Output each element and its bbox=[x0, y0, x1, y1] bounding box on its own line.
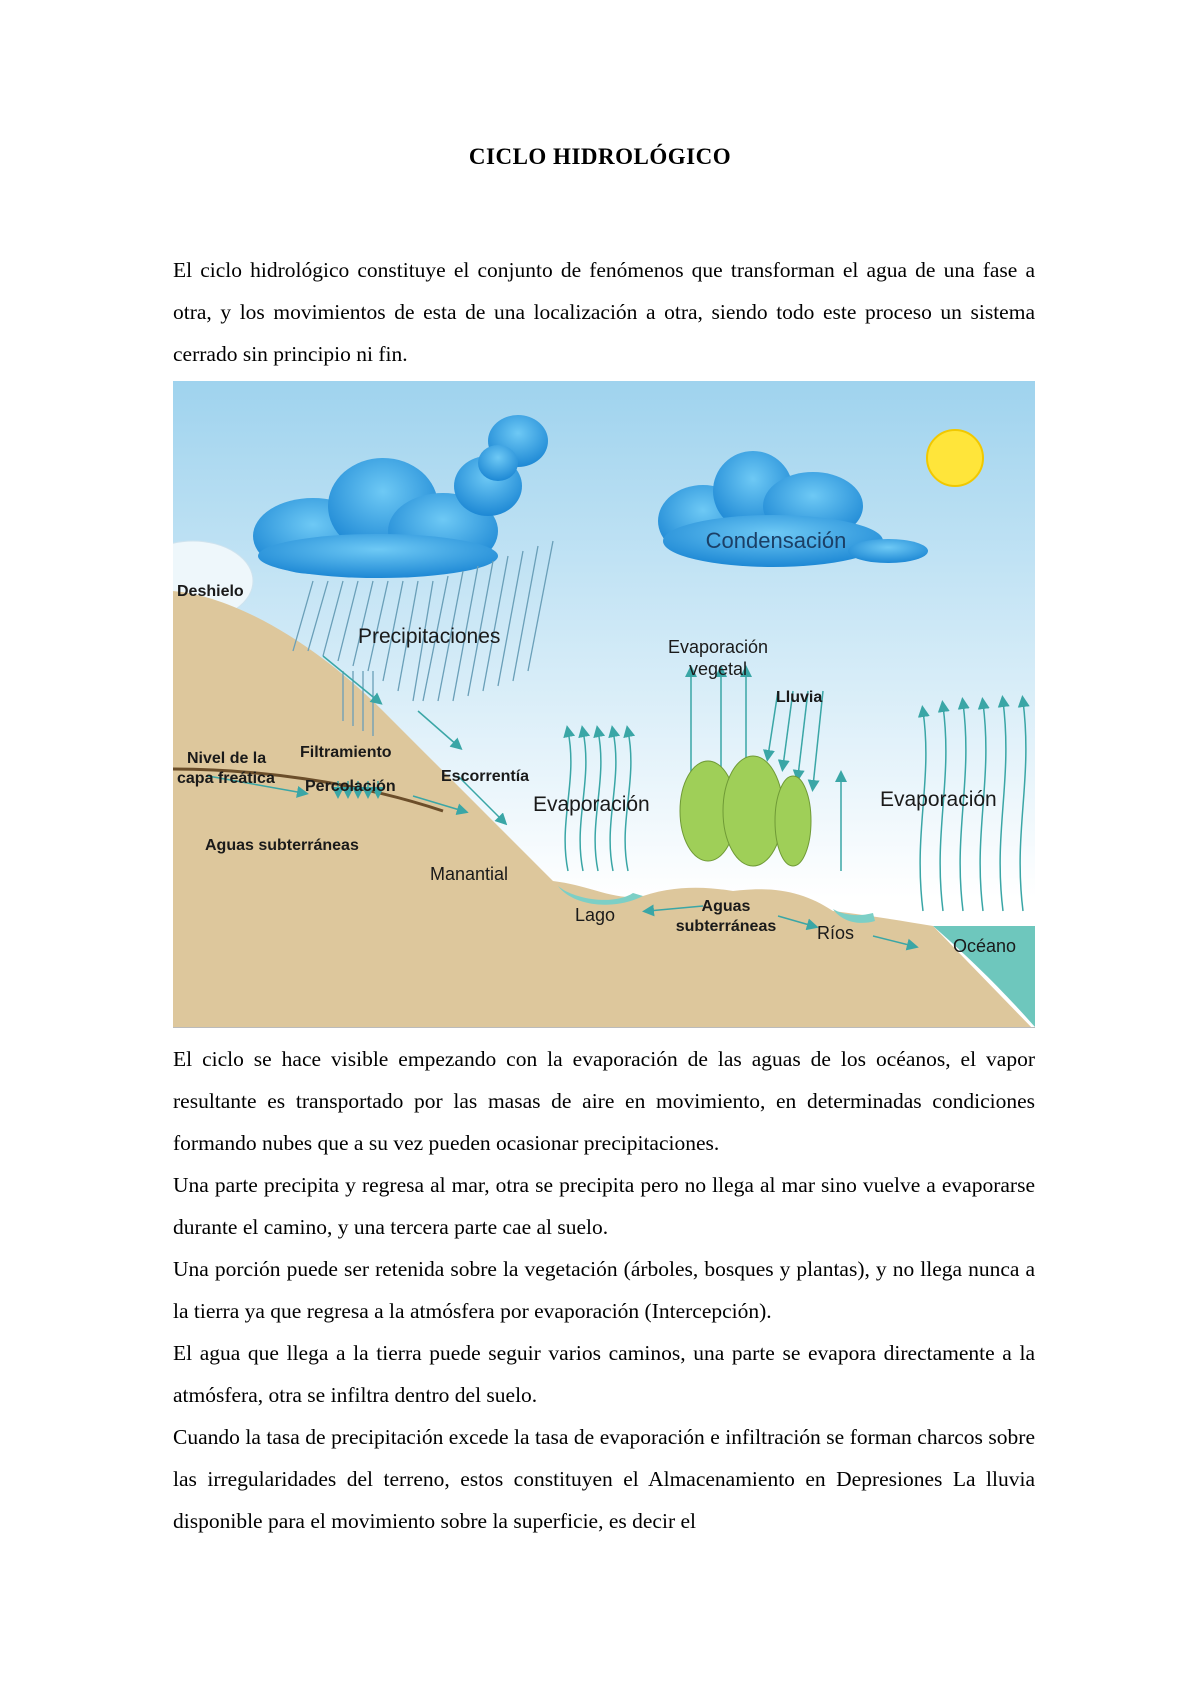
body-paragraph: El ciclo se hace visible empezando con la evaporación de las aguas de los océanos, el vapor resultante es transportado por las masas de aire en movimiento, en determinadas condiciones formando nubes que a su vez pueden ocasionar precipitaciones. bbox=[173, 1047, 1035, 1155]
hydrologic-cycle-diagram bbox=[173, 381, 1035, 1028]
evaporacion-oceano-label: Evaporación bbox=[880, 788, 997, 811]
rios-label: Ríos bbox=[817, 923, 855, 943]
body-paragraph: Una parte precipita y regresa al mar, otra se precipita pero no llega al mar sino vuelve a evaporarse durante el camino, y una tercera parte cae al suelo. bbox=[173, 1173, 1035, 1239]
body-text bbox=[173, 1038, 1035, 1542]
aguas-subterraneas-label-left: Aguas subterráneas bbox=[205, 837, 359, 854]
filtramiento-label: Filtramiento bbox=[300, 744, 392, 761]
nivel-label-1: Nivel de la bbox=[187, 750, 267, 767]
nivel-label-2: capa freática bbox=[177, 770, 275, 787]
lluvia-label: Lluvia bbox=[776, 689, 823, 706]
sun-icon bbox=[927, 430, 983, 486]
body-paragraph: Una porción puede ser retenida sobre la vegetación (árboles, bosques y plantas), y no llega nunca a la tierra ya que regresa a la atmósfera por evaporación (Intercepción). bbox=[173, 1257, 1035, 1323]
document-title: CICLO HIDROLÓGICO bbox=[468, 144, 732, 169]
manantial-label: Manantial bbox=[430, 864, 509, 884]
aguas-label-right-1: Aguas bbox=[701, 898, 751, 915]
evaporacion-vegetal-label-1: Evaporación bbox=[667, 637, 769, 657]
deshielo-label: Deshielo bbox=[177, 583, 244, 600]
oceano-label: Océano bbox=[953, 936, 1017, 956]
evaporacion-vegetal-label-2: vegetal bbox=[688, 659, 748, 679]
aguas-label-right-2: subterráneas bbox=[675, 918, 777, 935]
evaporacion-lago-label: Evaporación bbox=[533, 793, 650, 816]
escorrentia-label: Escorrentía bbox=[441, 768, 530, 785]
lago-label: Lago bbox=[575, 905, 616, 925]
intro-paragraph: El ciclo hidrológico constituye el conjunto de fenómenos que transforman el agua de una fase a otra, y los movimientos de esta de una localización a otra, siendo todo este proceso un sistema cerrado sin principio ni fin. bbox=[173, 258, 1035, 366]
body-paragraph: Cuando la tasa de precipitación excede la tasa de evaporación e infiltración se forman charcos sobre las irregularidades del terreno, estos constituyen el Almacenamiento en Depresiones La lluvia disponible para el movimiento sobre la superficie, es decir el bbox=[173, 1425, 1035, 1533]
percolacion-label: Percolación bbox=[305, 778, 396, 795]
condensation-label: Condensación bbox=[705, 528, 847, 553]
precipitaciones-label: Precipitaciones bbox=[358, 625, 501, 648]
body-paragraph: El agua que llega a la tierra puede seguir varios caminos, una parte se evapora directamente a la atmósfera, otra se infiltra dentro del suelo. bbox=[173, 1341, 1035, 1407]
